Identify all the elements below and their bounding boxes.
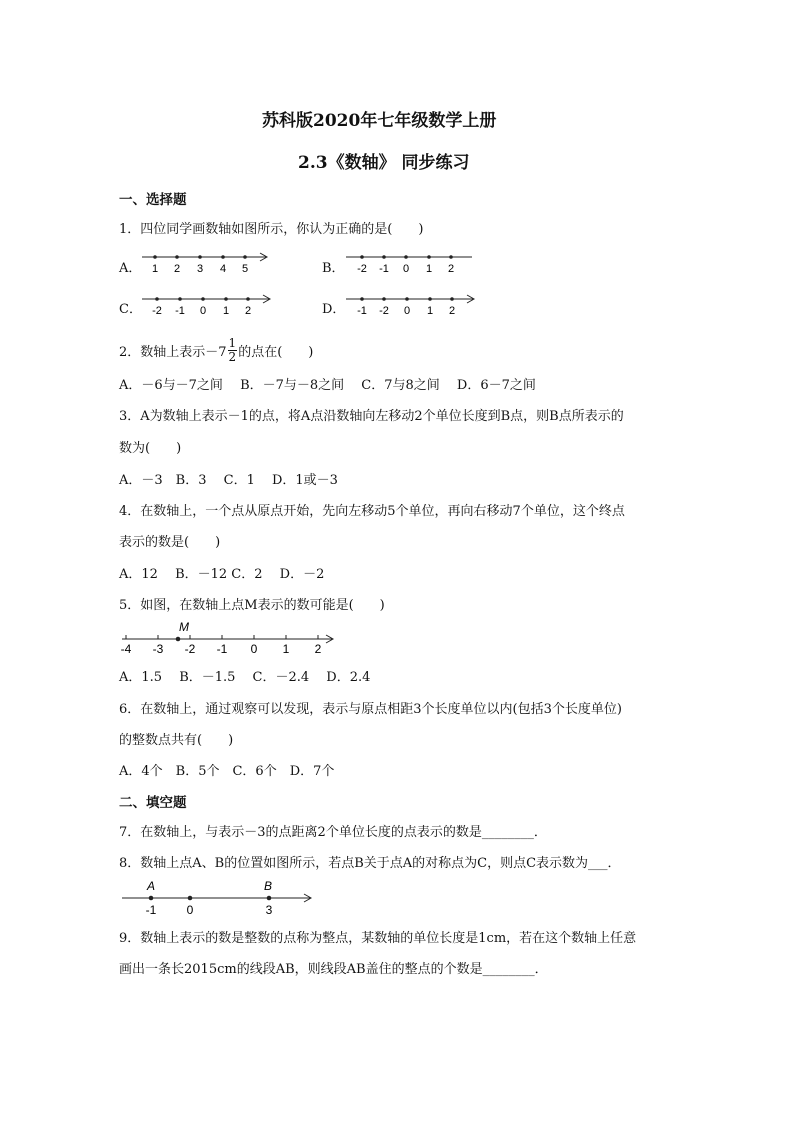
q1a-tick-label: 2 <box>173 263 181 275</box>
q8-origin-point <box>188 896 193 901</box>
q1c-tick-label: 1 <box>222 305 230 317</box>
q2-fraction <box>228 337 238 364</box>
question-4-options: A．12 B．－12 C．2 D．－2 <box>119 567 325 582</box>
q1c-tick-dot <box>246 297 250 301</box>
q1d-tick-dot <box>360 297 364 301</box>
q8-point-b-label: B <box>264 879 273 893</box>
q8-tick-label: 0 <box>186 903 194 917</box>
q1d-tick-label: 1 <box>426 305 434 317</box>
q5-tick-label: 1 <box>282 642 290 656</box>
q1-option-a-number-line <box>140 248 272 278</box>
q1-option-b-label: B． <box>322 261 345 276</box>
question-4-line-1: 4．在数轴上，一个点从原点开始，先向左移动5个单位，再向右移动7个单位，这个终点 <box>119 504 625 519</box>
q1c-tick-label: -1 <box>175 305 185 317</box>
q1b-tick-dot <box>449 255 453 259</box>
q5-tick-label: 2 <box>314 642 322 656</box>
question-6-line-1: 6．在数轴上，通过观察可以发现，表示与原点相距3个长度单位以内(包括3个长度单位) <box>119 702 622 717</box>
question-3-options: A．－3 B．3 C．1 D．1或－3 <box>119 473 338 488</box>
question-1-stem: 1．四位同学画数轴如图所示，你认为正确的是( ) <box>119 222 424 237</box>
q2-stem-start: 2．数轴上表示－7 <box>119 345 227 360</box>
q1a-tick-label: 1 <box>151 263 159 275</box>
q5-point-m <box>176 637 181 642</box>
q1a-tick-dot <box>221 255 225 259</box>
q1a-tick-dot <box>243 255 247 259</box>
q2-fraction-numerator: 1 <box>228 336 237 350</box>
question-9-line-1: 9．数轴上表示的数是整数的点称为整点，某数轴的单位长度是1cm，若在这个数轴上任意 <box>119 931 637 946</box>
question-5-stem: 5．如图，在数轴上点M表示的数可能是( ) <box>119 598 385 613</box>
q1c-tick-label: -2 <box>152 305 162 317</box>
q1a-tick-label: 4 <box>219 263 227 275</box>
q8-tick-label: -1 <box>145 903 157 917</box>
q1b-tick-label: 1 <box>425 263 433 275</box>
question-5-options: A．1.5 B．－1.5 C．－2.4 D．2.4 <box>119 670 371 685</box>
q1b-tick-label: 0 <box>402 263 410 275</box>
q1b-tick-dot <box>360 255 364 259</box>
q1b-tick-label: 2 <box>447 263 455 275</box>
q1d-tick-label: 2 <box>448 305 456 317</box>
q1c-tick-label: 2 <box>244 305 252 317</box>
q8-point-a <box>149 896 154 901</box>
q8-point-a-label: A <box>147 879 156 893</box>
section-fill-heading: 二、填空题 <box>119 795 187 811</box>
question-4-line-2: 表示的数是( ) <box>119 535 221 550</box>
question-6-line-2: 的整数点共有( ) <box>119 733 234 748</box>
q8-number-line <box>118 878 318 918</box>
q8-point-b <box>267 896 272 901</box>
q1d-tick-label: -1 <box>357 305 367 317</box>
section-choice-heading: 一、选择题 <box>119 192 187 208</box>
q1d-tick-dot <box>450 297 454 301</box>
q5-tick-label: -3 <box>152 642 164 656</box>
q1c-tick-label: 0 <box>199 305 207 317</box>
q1d-tick-dot <box>428 297 432 301</box>
q1c-tick-dot <box>224 297 228 301</box>
q1-option-b-number-line <box>344 248 476 278</box>
q1-option-c-number-line <box>140 290 274 320</box>
q1a-tick-dot <box>175 255 179 259</box>
q1a-tick-label: 5 <box>241 263 249 275</box>
question-7-stem: 7．在数轴上，与表示－3的点距离2个单位长度的点表示的数是________． <box>119 825 547 840</box>
q8-tick-label: 3 <box>265 903 273 917</box>
page-subtitle: 2.3《数轴》 同步练习 <box>298 153 470 173</box>
question-2-stem <box>119 336 314 366</box>
q1-option-d-number-line <box>344 290 478 320</box>
q2-stem-end: 的点在( ) <box>238 345 314 360</box>
q5-tick-label: 0 <box>250 642 258 656</box>
q5-number-line <box>114 618 340 658</box>
q1a-tick-dot <box>153 255 157 259</box>
question-9-line-2: 画出一条长2015cm的线段AB，则线段AB盖住的整点的个数是________． <box>119 962 548 977</box>
q5-tick-label: -2 <box>184 642 196 656</box>
question-3-line-1: 3．A为数轴上表示－1的点，将A点沿数轴向左移动2个单位长度到B点，则B点所表示的 <box>119 409 624 424</box>
q1-option-c-label: C． <box>119 302 142 317</box>
question-3-line-2: 数为( ) <box>119 441 182 456</box>
q1b-tick-label: -2 <box>357 263 367 275</box>
q2-fraction-denominator: 2 <box>228 350 237 364</box>
q5-point-label: M <box>179 620 189 634</box>
question-8-stem: 8．数轴上点A、B的位置如图所示，若点B关于点A的对称点为C，则点C表示数为___． <box>119 856 621 871</box>
question-2-options: A．－6与－7之间 B．－7与－8之间 C．7与8之间 D．6－7之间 <box>119 378 536 393</box>
q1c-tick-dot <box>178 297 182 301</box>
q5-tick-label: -1 <box>216 642 228 656</box>
q1b-tick-dot <box>427 255 431 259</box>
q1c-tick-dot <box>155 297 159 301</box>
q1d-tick-dot <box>405 297 409 301</box>
q1-option-d-label: D． <box>322 302 346 317</box>
q1b-tick-dot <box>382 255 386 259</box>
q1d-tick-label: -2 <box>379 305 389 317</box>
page-title: 苏科版2020年七年级数学上册 <box>262 111 497 131</box>
q1d-tick-dot <box>382 297 386 301</box>
q1b-tick-label: -1 <box>379 263 389 275</box>
q1b-tick-dot <box>404 255 408 259</box>
q1a-tick-dot <box>198 255 202 259</box>
q5-tick-label: -4 <box>120 642 132 656</box>
question-6-options: A．4个 B．5个 C．6个 D．7个 <box>119 764 335 779</box>
q1d-tick-label: 0 <box>403 305 411 317</box>
q1a-tick-label: 3 <box>196 263 204 275</box>
q1-option-a-label: A． <box>119 261 142 276</box>
q1c-tick-dot <box>201 297 205 301</box>
